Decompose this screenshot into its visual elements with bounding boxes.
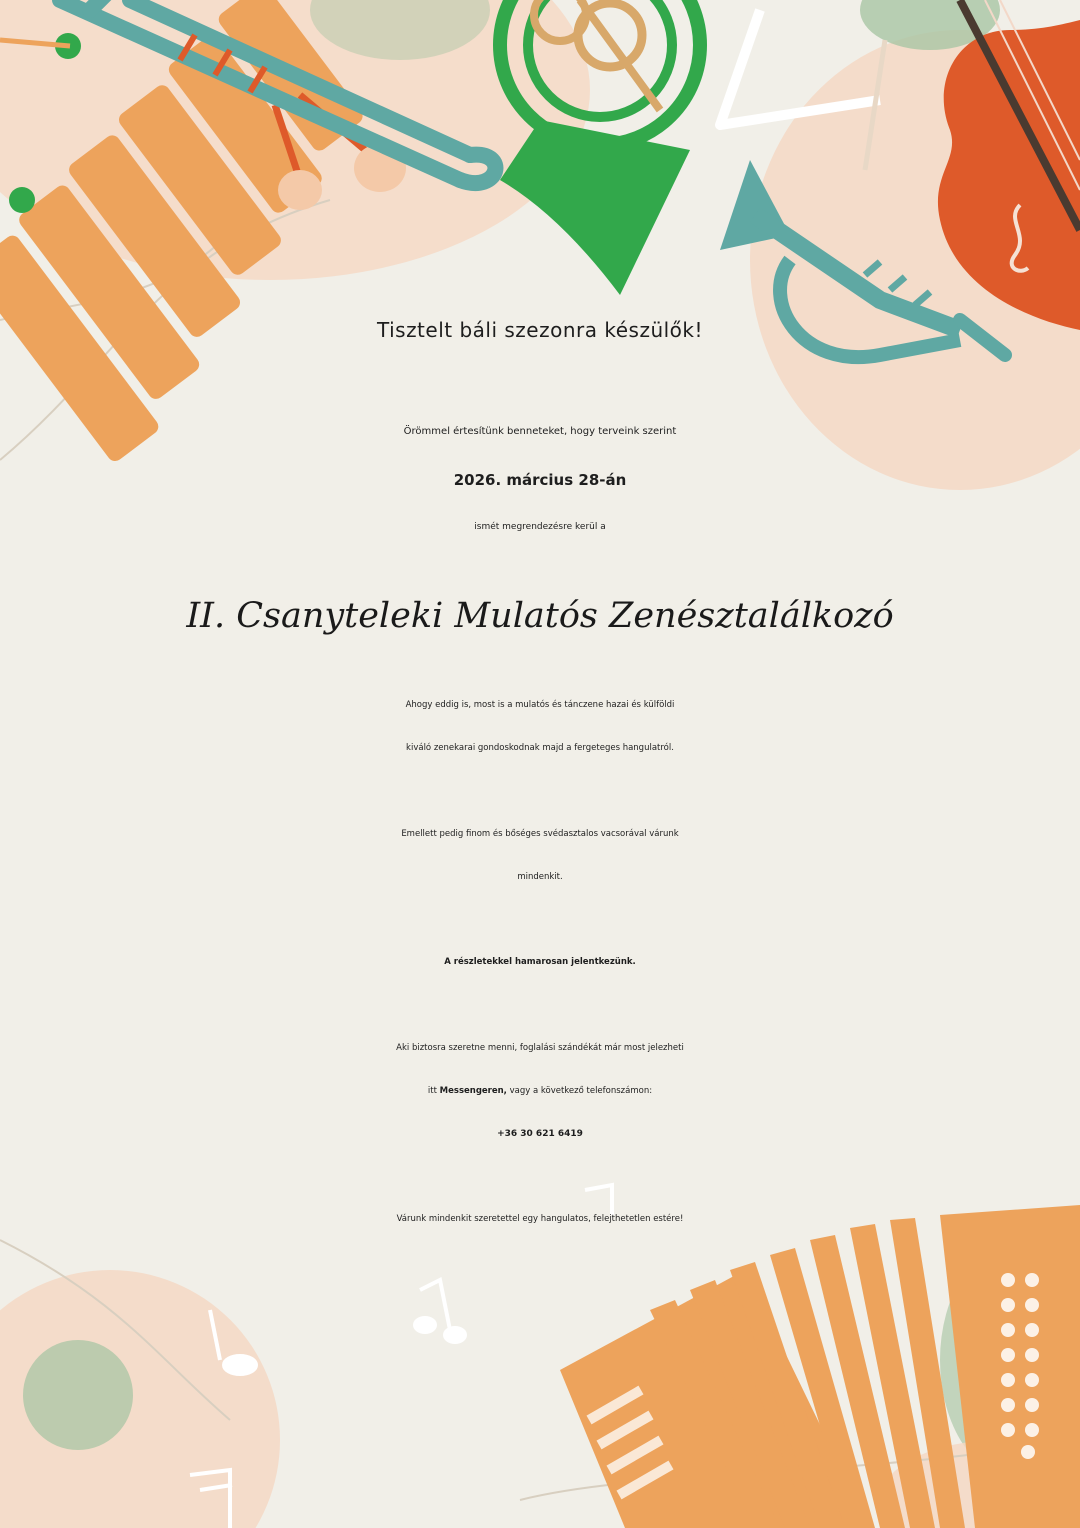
details-soon-notice: A részletekkel hamarosan jelentkezünk. [444,957,636,967]
body-paragraph-2-line-1: Emellett pedig finom és bőséges svédasztalos vacsorával várunk [401,829,679,839]
closing-line: Várunk mindenkit szeretettel egy hangulatos, felejthetetlen estére! [396,1214,684,1224]
messenger-label: Messengeren, [439,1086,507,1096]
greeting-heading: Tisztelt báli szezonra készülők! [376,318,704,342]
body-paragraph-1-line-1: Ahogy eddig is, most is a mulatós és tánczene hazai és külföldi [405,700,675,710]
intro-line: Örömmel értesítünk benneteket, hogy terveink szerint [403,426,677,437]
reservation-rest: vagy a következő telefonszámon: [506,1086,653,1096]
body-paragraph-2-line-2: mindenkit. [517,872,563,882]
reservation-line-2 [0,1086,1080,1096]
body-paragraph-1-line-2: kiváló zenekarai gondoskodnak majd a fergeteges hangulatról. [406,743,674,753]
intro-continuation: ismét megrendezésre kerül a [474,522,606,532]
phone-number: +36 30 621 6419 [497,1129,583,1139]
reservation-line-1: Aki biztosra szeretne menni, foglalási szándékát már most jelezheti [396,1043,684,1053]
event-date: 2026. március 28-án [453,471,627,489]
reservation-itt: itt [427,1086,440,1096]
event-title: II. Csanyteleki Mulatós Zenésztalálkozó [186,596,894,636]
